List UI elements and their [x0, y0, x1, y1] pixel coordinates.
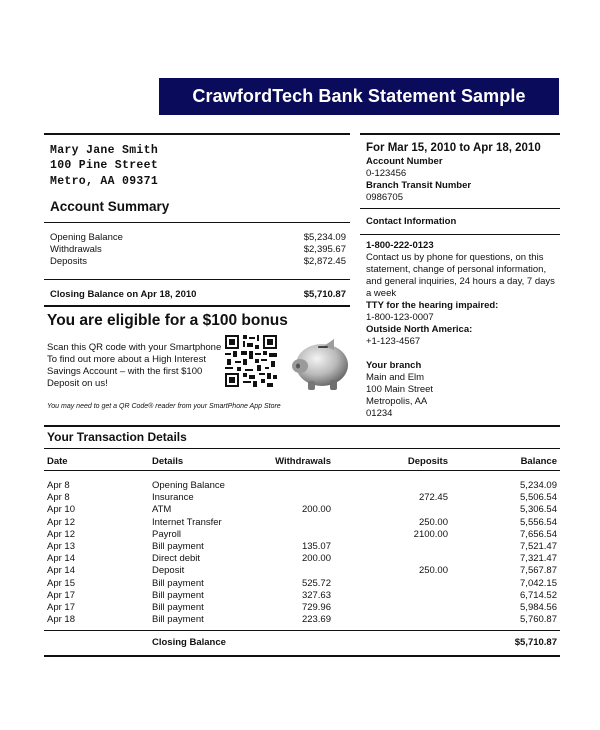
summary-value: $2,395.67 [303, 244, 346, 255]
tx-details: Bill payment [152, 602, 204, 613]
statement-title: CrawfordTech Bank Statement Sample [159, 78, 559, 115]
divider [44, 425, 560, 427]
tx-details: Bill payment [152, 541, 204, 552]
tx-withdrawal: 200.00 [301, 553, 331, 565]
tx-balance: 5,306.54 [520, 504, 557, 516]
divider [44, 630, 560, 631]
tx-details: Internet Transfer [152, 516, 222, 528]
transactions-header [47, 456, 557, 468]
divider [44, 470, 560, 471]
table-row [47, 480, 557, 492]
table-row [47, 553, 557, 565]
header-balance: Balance [520, 456, 557, 467]
branch-label: Your branch [366, 360, 422, 371]
divider [360, 208, 560, 209]
closing-value: $5,710.87 [514, 637, 557, 648]
tx-balance: 5,556.54 [520, 516, 557, 528]
tx-withdrawal: 135.07 [301, 541, 331, 552]
summary-label: Deposits [50, 256, 87, 267]
outside-na-number: +1-123-4567 [366, 336, 421, 347]
divider [360, 234, 560, 235]
tx-withdrawal: 729.96 [301, 602, 331, 613]
tx-details: Opening Balance [152, 480, 225, 491]
branch-code: 01234 [366, 408, 393, 419]
table-row [47, 504, 557, 516]
tx-balance: 7,042.15 [520, 577, 557, 589]
branch-city: Metropolis, AA [366, 396, 428, 407]
tx-withdrawal: 327.63 [301, 589, 331, 601]
divider [44, 655, 560, 657]
tx-date: Apr 12 [47, 528, 75, 540]
statement-period: For Mar 15, 2010 to Apr 18, 2010 [366, 142, 541, 154]
summary-value: $5,234.09 [303, 232, 346, 243]
tx-date: Apr 17 [47, 589, 75, 601]
table-row [47, 541, 557, 553]
summary-label: Withdrawals [50, 244, 102, 255]
tx-date: Apr 10 [47, 504, 75, 516]
tx-date: Apr 8 [47, 480, 70, 491]
bonus-text: Savings Account – with the first $100 [47, 366, 203, 377]
tx-details: ATM [152, 504, 172, 516]
summary-value: $2,872.45 [303, 256, 346, 267]
bonus-text: Scan this QR code with your Smartphone [47, 342, 222, 353]
tx-deposit: 250.00 [418, 516, 448, 528]
closing-balance-label: Closing Balance on Apr 18, 2010 [50, 289, 197, 300]
branch-transit-number: 0986705 [366, 192, 403, 203]
tx-details: Bill payment [152, 577, 204, 589]
header-withdrawals: Withdrawals [275, 456, 331, 467]
divider [44, 448, 560, 449]
tx-deposit: 272.45 [418, 492, 448, 504]
branch-office: 100 Main Street [366, 384, 434, 395]
tx-deposit: 250.00 [418, 565, 448, 577]
transactions-closing [47, 637, 557, 649]
branch-street: Main and Elm [366, 372, 425, 383]
tx-withdrawal: 200.00 [301, 504, 331, 516]
bonus-text: Deposit on us! [47, 378, 108, 389]
contact-phone: 1-800-222-0123 [366, 240, 434, 251]
bonus-note: You may need to get a QR Code® reader from your SmartPhone App Store [47, 403, 281, 410]
tx-details: Bill payment [152, 614, 204, 626]
bonus-text: To find out more about a High Interest [47, 354, 206, 365]
header-deposits: Deposits [407, 456, 448, 467]
closing-label: Closing Balance [152, 637, 226, 648]
tx-details: Payroll [152, 528, 182, 540]
table-row [47, 578, 557, 590]
divider [44, 305, 350, 307]
closing-balance-value: $5,710.87 [303, 289, 346, 300]
tx-balance: 7,521.47 [520, 541, 557, 552]
account-summary-title: Account Summary [50, 199, 170, 214]
tx-details: Deposit [152, 565, 185, 577]
tx-details: Insurance [152, 492, 194, 504]
divider [44, 133, 350, 135]
tx-date: Apr 15 [47, 577, 75, 589]
tx-balance: 7,321.47 [520, 553, 557, 565]
tx-withdrawal: 223.69 [301, 614, 331, 626]
table-row [47, 565, 557, 577]
tty-label: TTY for the hearing impaired: [366, 300, 499, 311]
tty-number: 1-800-123-0007 [366, 312, 434, 323]
tx-balance: 5,760.87 [520, 614, 557, 626]
tx-date: Apr 17 [47, 602, 75, 613]
table-row [47, 529, 557, 541]
table-row [47, 517, 557, 529]
tx-balance: 5,506.54 [520, 492, 557, 504]
tx-date: Apr 14 [47, 553, 75, 565]
table-row [47, 614, 557, 626]
tx-details: Direct debit [152, 553, 201, 565]
tx-withdrawal: 525.72 [301, 577, 331, 589]
tx-balance: 7,567.87 [520, 565, 557, 577]
table-row [47, 590, 557, 602]
contact-phone-text: Contact us by phone for questions, on this statement, change of personal information, and general inquiries, 24 hours a day, 7 days a week [366, 252, 555, 299]
tx-balance: 7,656.54 [520, 528, 557, 540]
contact-title: Contact Information [366, 216, 457, 227]
account-number-label: Account Number [366, 156, 443, 167]
customer-name: Mary Jane Smith [50, 144, 159, 157]
piggy-bank-icon [288, 333, 352, 393]
tx-date: Apr 8 [47, 492, 70, 504]
tx-balance: 5,984.56 [520, 602, 557, 613]
outside-na-label: Outside North America: [366, 324, 473, 335]
table-row [47, 602, 557, 614]
tx-date: Apr 14 [47, 565, 75, 577]
tx-date: Apr 12 [47, 516, 75, 528]
tx-balance: 5,234.09 [520, 480, 557, 491]
tx-details: Bill payment [152, 589, 204, 601]
bonus-title: You are eligible for a $100 bonus [47, 312, 288, 329]
summary-label: Opening Balance [50, 232, 123, 243]
branch-transit-label: Branch Transit Number [366, 180, 472, 191]
table-row [47, 492, 557, 504]
transactions-title: Your Transaction Details [47, 430, 187, 444]
customer-street: 100 Pine Street [50, 159, 159, 172]
account-number: 0-123456 [366, 168, 407, 179]
tx-date: Apr 13 [47, 541, 75, 552]
tx-deposit: 2100.00 [413, 528, 448, 540]
header-details: Details [152, 456, 184, 467]
tx-date: Apr 18 [47, 614, 75, 626]
header-date: Date [47, 456, 68, 467]
divider [44, 222, 350, 223]
divider [44, 279, 350, 280]
tx-balance: 6,714.52 [520, 589, 557, 601]
customer-city: Metro, AA 09371 [50, 175, 159, 188]
qr-code-icon [225, 335, 277, 387]
divider [360, 133, 560, 135]
